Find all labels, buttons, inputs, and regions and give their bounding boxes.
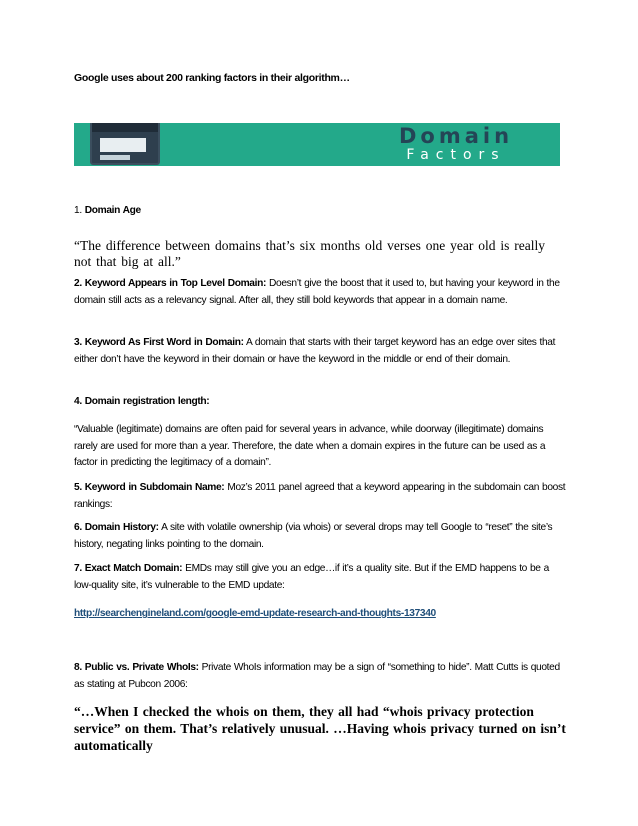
section-2-label: 2. Keyword Appears in Top Level Domain: [74,278,267,289]
section-3-label: 3. Keyword As First Word in Domain: [74,337,244,348]
section-7 [74,561,566,594]
section-2 [74,276,566,309]
section-6-label: 6. Domain History: [74,522,159,533]
section-7-label: 7. Exact Match Domain: [74,563,183,574]
banner-title: Domain [398,124,514,148]
browser-bar [92,123,158,132]
quote-whois: “…When I checked the whois on them, they all had “whois privacy protection service” on them. That’s relatively unusual. …Having whois privacy turned on isn’t automatically [74,704,566,753]
browser-content-block [100,138,146,152]
section-4 [74,394,566,411]
emd-link-line [74,603,566,621]
banner-subtitle: Factors [406,147,506,163]
section-5 [74,480,566,513]
section-7-text: EMDs may still give you an edge…if it’s a quality site. But if the EMD happens to be a low-quality site, it’s vulnerable to the EMD update: [74,563,549,591]
section-1-number: 1. [74,205,82,216]
section-1-label: Domain Age [84,205,141,216]
section-3 [74,335,566,368]
section-3-text: A domain that starts with their target keyword has an edge over sites that either don’t have the keyword in their domain or have the keyword in the middle or end of their domain. [74,337,556,365]
section-2-text: Doesn’t give the boost that it used to, but having your keyword in the domain still acts as a relevancy signal. After all, they still bold keywords that appear in a domain name. [74,278,560,306]
quote-registration-length: “Valuable (legitimate) domains are often paid for several years in advance, while doorway (illegitimate) domains rarely are used for more than a year. Therefore, the date when a domain expires in the future can be used as a factor in predicting the legitimacy of a domain”. [74,424,546,468]
emd-update-link[interactable]: http://searchengineland.com/google-emd-update-research-and-thoughts-137340 [74,608,436,619]
section-8-label: 8. Public vs. Private WhoIs: [74,662,199,673]
section-5-text: Moz’s 2011 panel agreed that a keyword appearing in the subdomain can boost rankings: [74,482,566,510]
browser-content-line [100,155,130,160]
intro-heading: Google uses about 200 ranking factors in their algorithm… [74,72,350,84]
section-6 [74,520,566,553]
section-8-text: Private WhoIs information may be a sign of “something to hide”. Matt Cutts is quoted as stating at Pubcon 2006: [74,662,560,690]
section-4-label: 4. Domain registration length: [74,396,210,407]
browser-window-icon [90,123,160,165]
domain-factors-banner [74,123,560,166]
section-1 [74,203,566,220]
section-6-text: A site with volatile ownership (via whois) or several drops may tell Google to “reset” the site’s history, negating links pointing to the domain. [74,522,553,550]
section-5-label: 5. Keyword in Subdomain Name: [74,482,225,493]
quote-domain-age: “The difference between domains that’s six months old verses one year old is really not that big at all.” [74,238,545,269]
section-8 [74,660,566,693]
